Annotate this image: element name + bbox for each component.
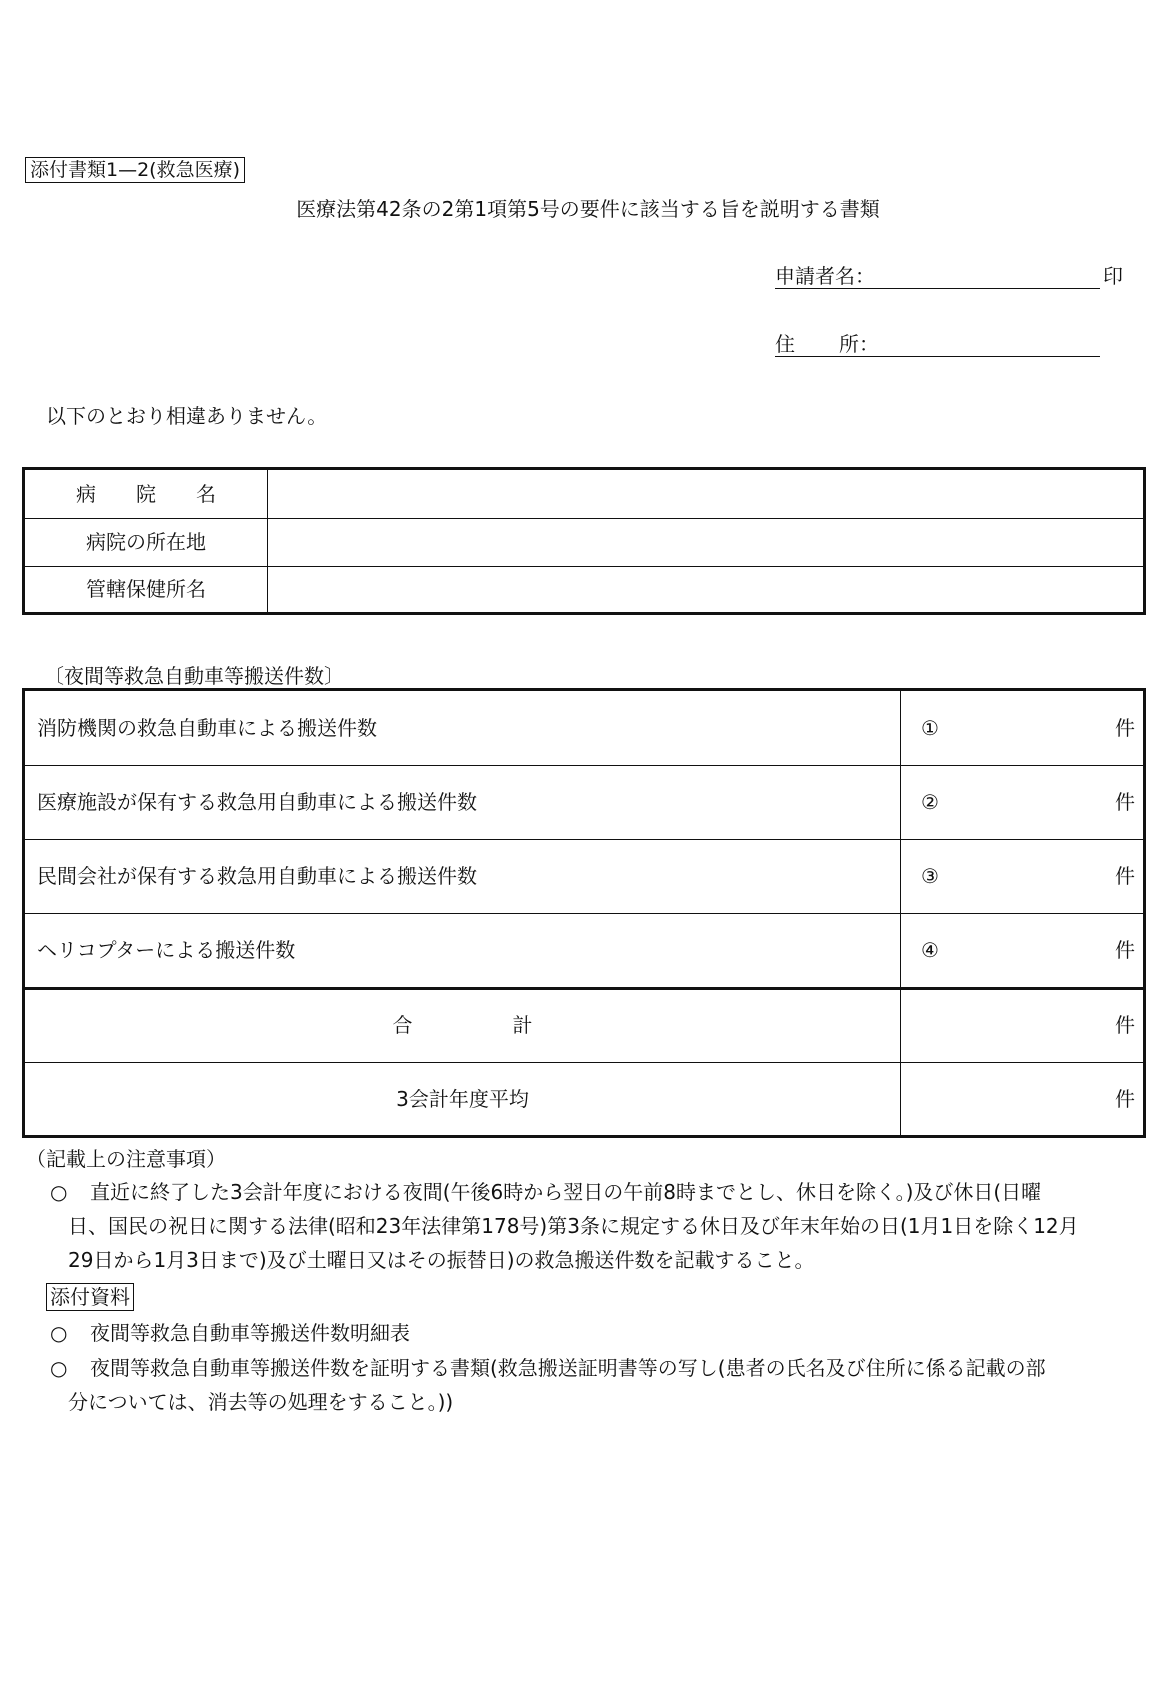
- average-count-cell[interactable]: [900, 1062, 1143, 1136]
- circle-3-marker: ③: [921, 864, 939, 888]
- circle-4-marker: ④: [921, 938, 939, 962]
- hospital-location-label: 病院の所在地: [25, 518, 268, 566]
- declaration-text: 以下のとおり相違ありません。: [46, 404, 328, 428]
- table-row: [25, 1062, 1143, 1136]
- table-row: [25, 988, 1143, 1063]
- address-label-part-a: 住: [775, 332, 795, 356]
- bullet-icon: ○: [50, 1356, 68, 1380]
- hospital-name-field[interactable]: [269, 470, 1143, 518]
- attachment-item: [50, 1316, 410, 1350]
- table-row: [25, 470, 1143, 519]
- unit-label: 件: [1115, 864, 1135, 888]
- notes-heading: （記載上の注意事項）: [26, 1147, 226, 1171]
- medical-facility-ambulance-label: 医療施設が保有する救急用自動車による搬送件数: [37, 790, 477, 814]
- table-row: [25, 839, 1143, 914]
- three-year-average-label: 3会計年度平均: [396, 1087, 529, 1111]
- unit-label: 件: [1115, 1087, 1135, 1111]
- table-row: [25, 691, 1143, 766]
- total-count-cell[interactable]: [900, 988, 1143, 1062]
- table-row: [25, 913, 1143, 990]
- unit-label: 件: [1115, 938, 1135, 962]
- transport-count-table: [22, 688, 1146, 1138]
- health-center-field[interactable]: [269, 566, 1143, 612]
- fire-ambulance-count-cell[interactable]: [900, 691, 1143, 765]
- bullet-icon: ○: [50, 1321, 68, 1345]
- address-line[interactable]: [775, 330, 1100, 357]
- bullet-icon: ○: [50, 1180, 68, 1204]
- health-center-label: 管轄保健所名: [25, 566, 268, 612]
- table-row: [25, 518, 1143, 567]
- table-row: [25, 765, 1143, 840]
- note-line: 日、国民の祝日に関する法律(昭和23年法律第178号)第3条に規定する休日及び年末年始の日(1月1日を除く12月: [68, 1214, 1079, 1238]
- seal-mark: 印: [1103, 264, 1123, 288]
- hospital-name-label: 病 院 名: [25, 470, 268, 518]
- transport-section-heading: 〔夜間等救急自動車等搬送件数〕: [44, 664, 344, 688]
- document-title: 医療法第42条の2第1項第5号の要件に該当する旨を説明する書類: [296, 197, 880, 221]
- document-code-box: 添付書類1—2(救急医療): [25, 157, 245, 183]
- note-text: 直近に終了した3会計年度における夜間(午後6時から翌日の午前8時までとし、休日を除く。)及び休日(日曜: [90, 1180, 1042, 1204]
- note-line: [50, 1175, 1041, 1209]
- unit-label: 件: [1115, 1013, 1135, 1037]
- medical-facility-count-cell[interactable]: [900, 765, 1143, 839]
- address-label-part-b: 所：: [839, 332, 879, 356]
- private-company-count-cell[interactable]: [900, 839, 1143, 913]
- address-row: [775, 330, 879, 358]
- helicopter-count-cell[interactable]: [900, 913, 1143, 987]
- applicant-name-label: 申請者名：: [775, 264, 875, 288]
- attachment-text: 夜間等救急自動車等搬送件数明細表: [90, 1321, 410, 1345]
- hospital-info-table: [22, 467, 1146, 615]
- table-row: [25, 566, 1143, 612]
- attachment-text-continued: 分については、消去等の処理をすること。)): [68, 1390, 454, 1414]
- hospital-location-field[interactable]: [269, 518, 1143, 566]
- attachment-item: [50, 1351, 1046, 1385]
- attachment-text: 夜間等救急自動車等搬送件数を証明する書類(救急搬送証明書等の写し(患者の氏名及び住所に係る記載の部: [90, 1356, 1046, 1380]
- helicopter-label: ヘリコプターによる搬送件数: [37, 938, 296, 962]
- unit-label: 件: [1115, 716, 1135, 740]
- applicant-name-line[interactable]: [775, 262, 1100, 289]
- circle-1-marker: ①: [921, 716, 939, 740]
- attachments-heading-box: 添付資料: [46, 1283, 134, 1311]
- unit-label: 件: [1115, 790, 1135, 814]
- fire-ambulance-label: 消防機関の救急自動車による搬送件数: [37, 716, 377, 740]
- circle-2-marker: ②: [921, 790, 939, 814]
- total-label: 合 計: [392, 1013, 533, 1037]
- applicant-name-row: [775, 262, 875, 290]
- private-company-ambulance-label: 民間会社が保有する救急用自動車による搬送件数: [37, 864, 477, 888]
- note-line: 29日から1月3日まで)及び土曜日又はその振替日)の救急搬送件数を記載すること。: [68, 1248, 815, 1272]
